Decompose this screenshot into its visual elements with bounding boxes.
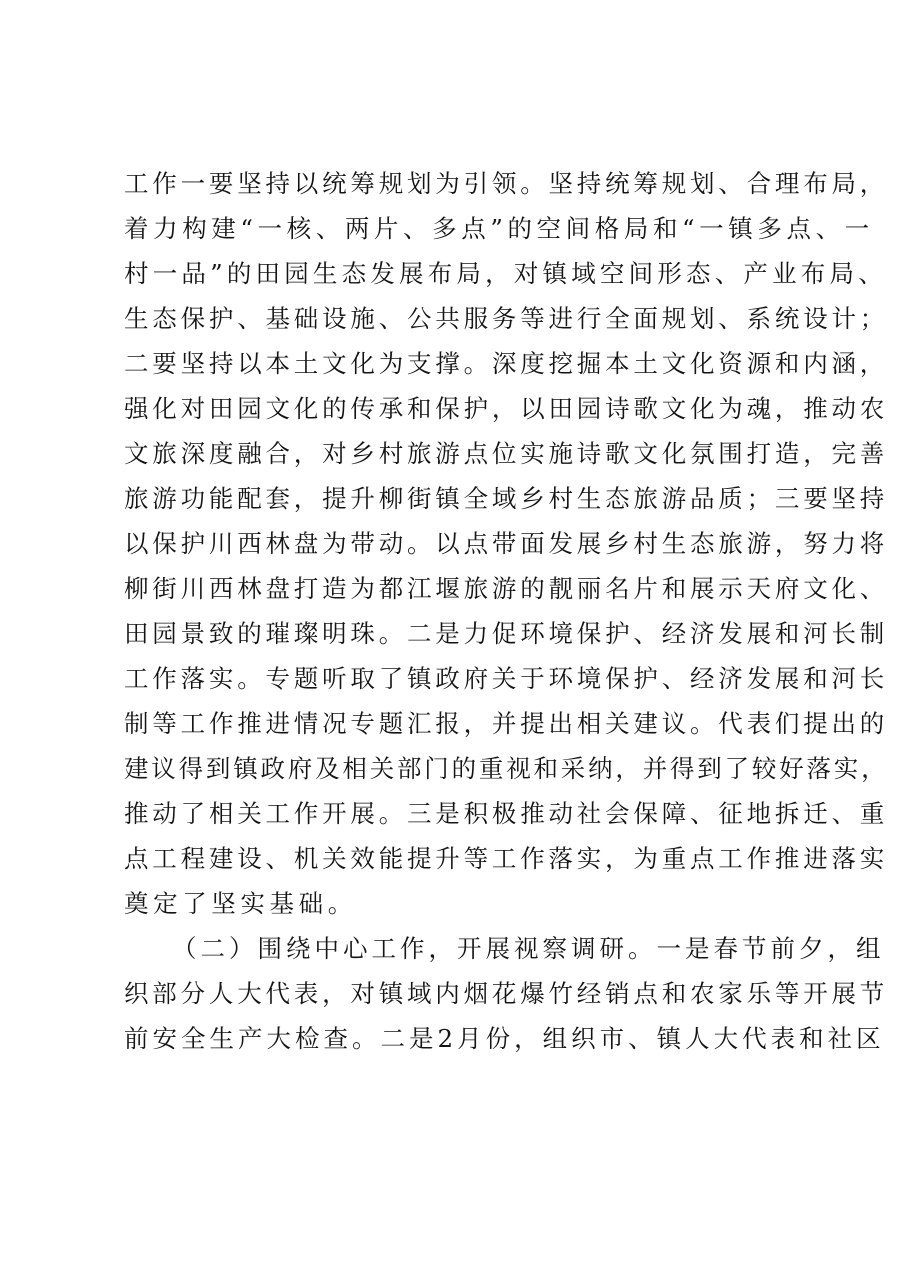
text-line: 生态保护、基础设施、公共服务等进行全面规划、系统设计； [124,304,889,333]
text-line: 前安全生产大检查。二是2月份，组织市、镇人大代表和社区 [124,1024,885,1053]
text-line: 工作落实。专题听取了镇政府关于环境保护、经济发展和河长 [124,664,889,693]
text-line: 工作一要坚持以统筹规划为引领。坚持统筹规划、合理布局， [124,169,889,198]
text-line: 强化对田园文化的传承和保护，以田园诗歌文化为魂，推动农 [124,394,889,423]
text-line: 着力构建“一核、两片、多点”的空间格局和“一镇多点、一 [124,214,874,243]
text-line: 以保护川西林盘为带动。以点带面发展乡村生态旅游，努力将 [124,529,889,558]
text-line: 织部分人大代表，对镇域内烟花爆竹经销点和农家乐等开展节 [124,979,889,1008]
text-line: 旅游功能配套，提升柳街镇全域乡村生态旅游品质；三要坚持 [124,484,889,513]
text-line: 田园景致的璀璨明珠。二是力促环境保护、经济发展和河长制 [124,619,889,648]
text-line: 奠定了坚实基础。 [124,889,357,918]
text-line: 二要坚持以本土文化为支撑。深度挖掘本土文化资源和内涵， [124,349,889,378]
text-line: 村一品”的田园生态发展布局，对镇域空间形态、产业布局、 [124,259,887,288]
text-line: 柳街川西林盘打造为都江堰旅游的靓丽名片和展示天府文化、 [124,574,889,603]
text-line: 推动了相关工作开展。三是积极推动社会保障、征地拆迁、重 [124,799,889,828]
text-line: 文旅深度融合，对乡村旅游点位实施诗歌文化氛围打造，完善 [124,439,889,468]
text-line: 制等工作推进情况专题汇报，并提出相关建议。代表们提出的 [124,709,889,738]
text-line: 建议得到镇政府及相关部门的重视和采纳，并得到了较好落实， [124,754,889,783]
text-line: 点工程建设、机关效能提升等工作落实，为重点工作推进落实 [124,844,889,873]
paragraph-heading-line: （二）围绕中心工作，开展视察调研。一是春节前夕，组 [172,934,885,963]
